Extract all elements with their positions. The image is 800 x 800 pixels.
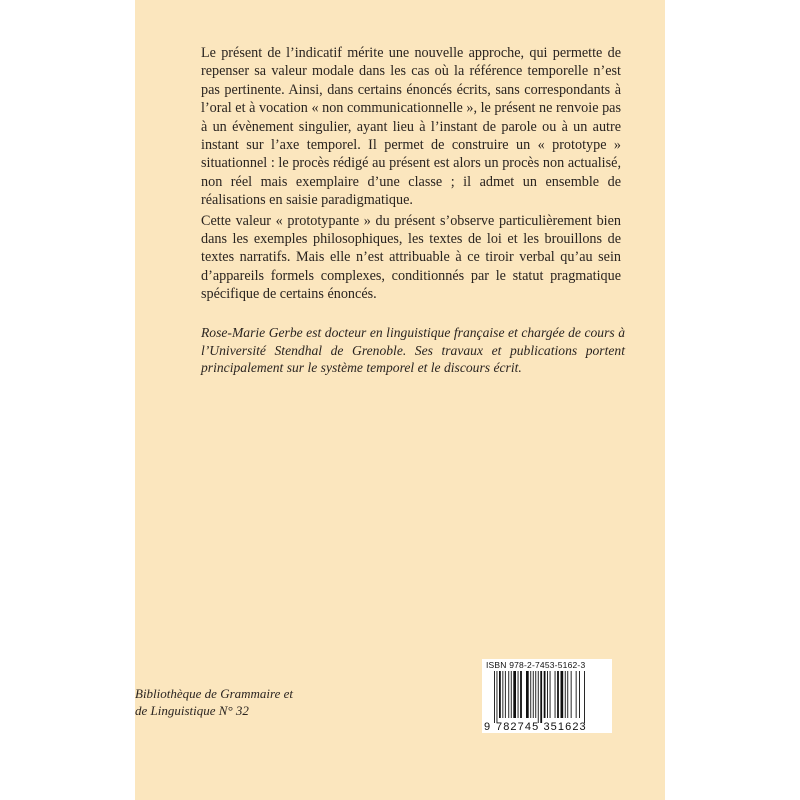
barcode-bar bbox=[535, 671, 536, 718]
barcode-bar bbox=[538, 671, 539, 723]
barcode-bar bbox=[550, 671, 551, 718]
barcode-bar bbox=[511, 671, 512, 718]
summary-text bbox=[201, 44, 621, 304]
barcode-first-digit: 9 bbox=[484, 721, 491, 733]
barcode-bar bbox=[533, 671, 534, 718]
barcode-box bbox=[482, 659, 612, 733]
barcode-bar bbox=[508, 671, 509, 718]
barcode-bar bbox=[557, 671, 559, 718]
barcode-bar bbox=[571, 671, 572, 718]
barcode-bar bbox=[530, 671, 531, 718]
barcode-bar bbox=[499, 671, 501, 718]
barcode-bar bbox=[518, 671, 519, 718]
barcode-bar bbox=[494, 671, 495, 723]
barcode-bar bbox=[576, 671, 577, 718]
series-line-1: Bibliothèque de Grammaire et bbox=[135, 686, 294, 701]
barcode-icon bbox=[494, 671, 602, 723]
barcode-bar bbox=[555, 671, 556, 718]
barcode-bar bbox=[565, 671, 566, 718]
isbn-label: ISBN 978-2-7453-5162-3 bbox=[486, 660, 586, 670]
summary-paragraph-2: Cette valeur « prototypante » du présent s’observe particulièrement bien dans les exemples philosophiques, les textes de loi et les brouillons de textes narratifs. Mais elle n’est attribuable à ce tiroir verbal qu’au sein d’appareils formels complexes, conditionnés par le statut pragmatique spécifique de certains énoncés. bbox=[201, 212, 621, 303]
barcode-bar bbox=[561, 671, 564, 718]
barcode-bar bbox=[547, 671, 548, 718]
barcode-bar bbox=[505, 671, 506, 718]
series-line-2: de Linguistique N° 32 bbox=[135, 702, 249, 718]
barcode-bar bbox=[579, 671, 580, 718]
author-bio: Rose-Marie Gerbe est docteur en linguistique française et chargée de cours à l’Université Stendhal de Grenoble. Ses travaux et publications portent principalement sur le système temporel et le discours écrit. bbox=[201, 325, 625, 376]
barcode-bar bbox=[513, 671, 516, 718]
barcode-bar bbox=[502, 671, 503, 718]
summary-paragraph-1: Le présent de l’indicatif mérite une nouvelle approche, qui permette de repenser sa valeur modale dans les cas où la référence temporelle n’est pas pertinente. Ainsi, dans certains énoncés écrits, sans correspondants à l’oral et à vocation « non communicationnelle », le présent ne renvoie pas à un évènement singulier, ayant lieu à l’instant de parole ou à un autre instant sur l’axe temporel. Il permet de construire un « prototype » situationnel : le procès rédigé au présent est alors un procès non actualisé, non réel mais exemplaire d’une classe ; il admet un ensemble de réalisations en saisie paradigmatique. bbox=[201, 45, 621, 209]
barcode-bar bbox=[497, 671, 498, 723]
series-title bbox=[135, 686, 335, 719]
barcode-bar bbox=[520, 671, 522, 718]
barcode-bar bbox=[526, 671, 529, 718]
barcode-bar bbox=[584, 671, 585, 723]
barcode-bar bbox=[567, 671, 568, 718]
back-cover bbox=[135, 0, 665, 800]
barcode-bar bbox=[544, 671, 546, 718]
barcode-bar bbox=[540, 671, 542, 723]
barcode-digits: 782745 351623 bbox=[496, 721, 587, 733]
